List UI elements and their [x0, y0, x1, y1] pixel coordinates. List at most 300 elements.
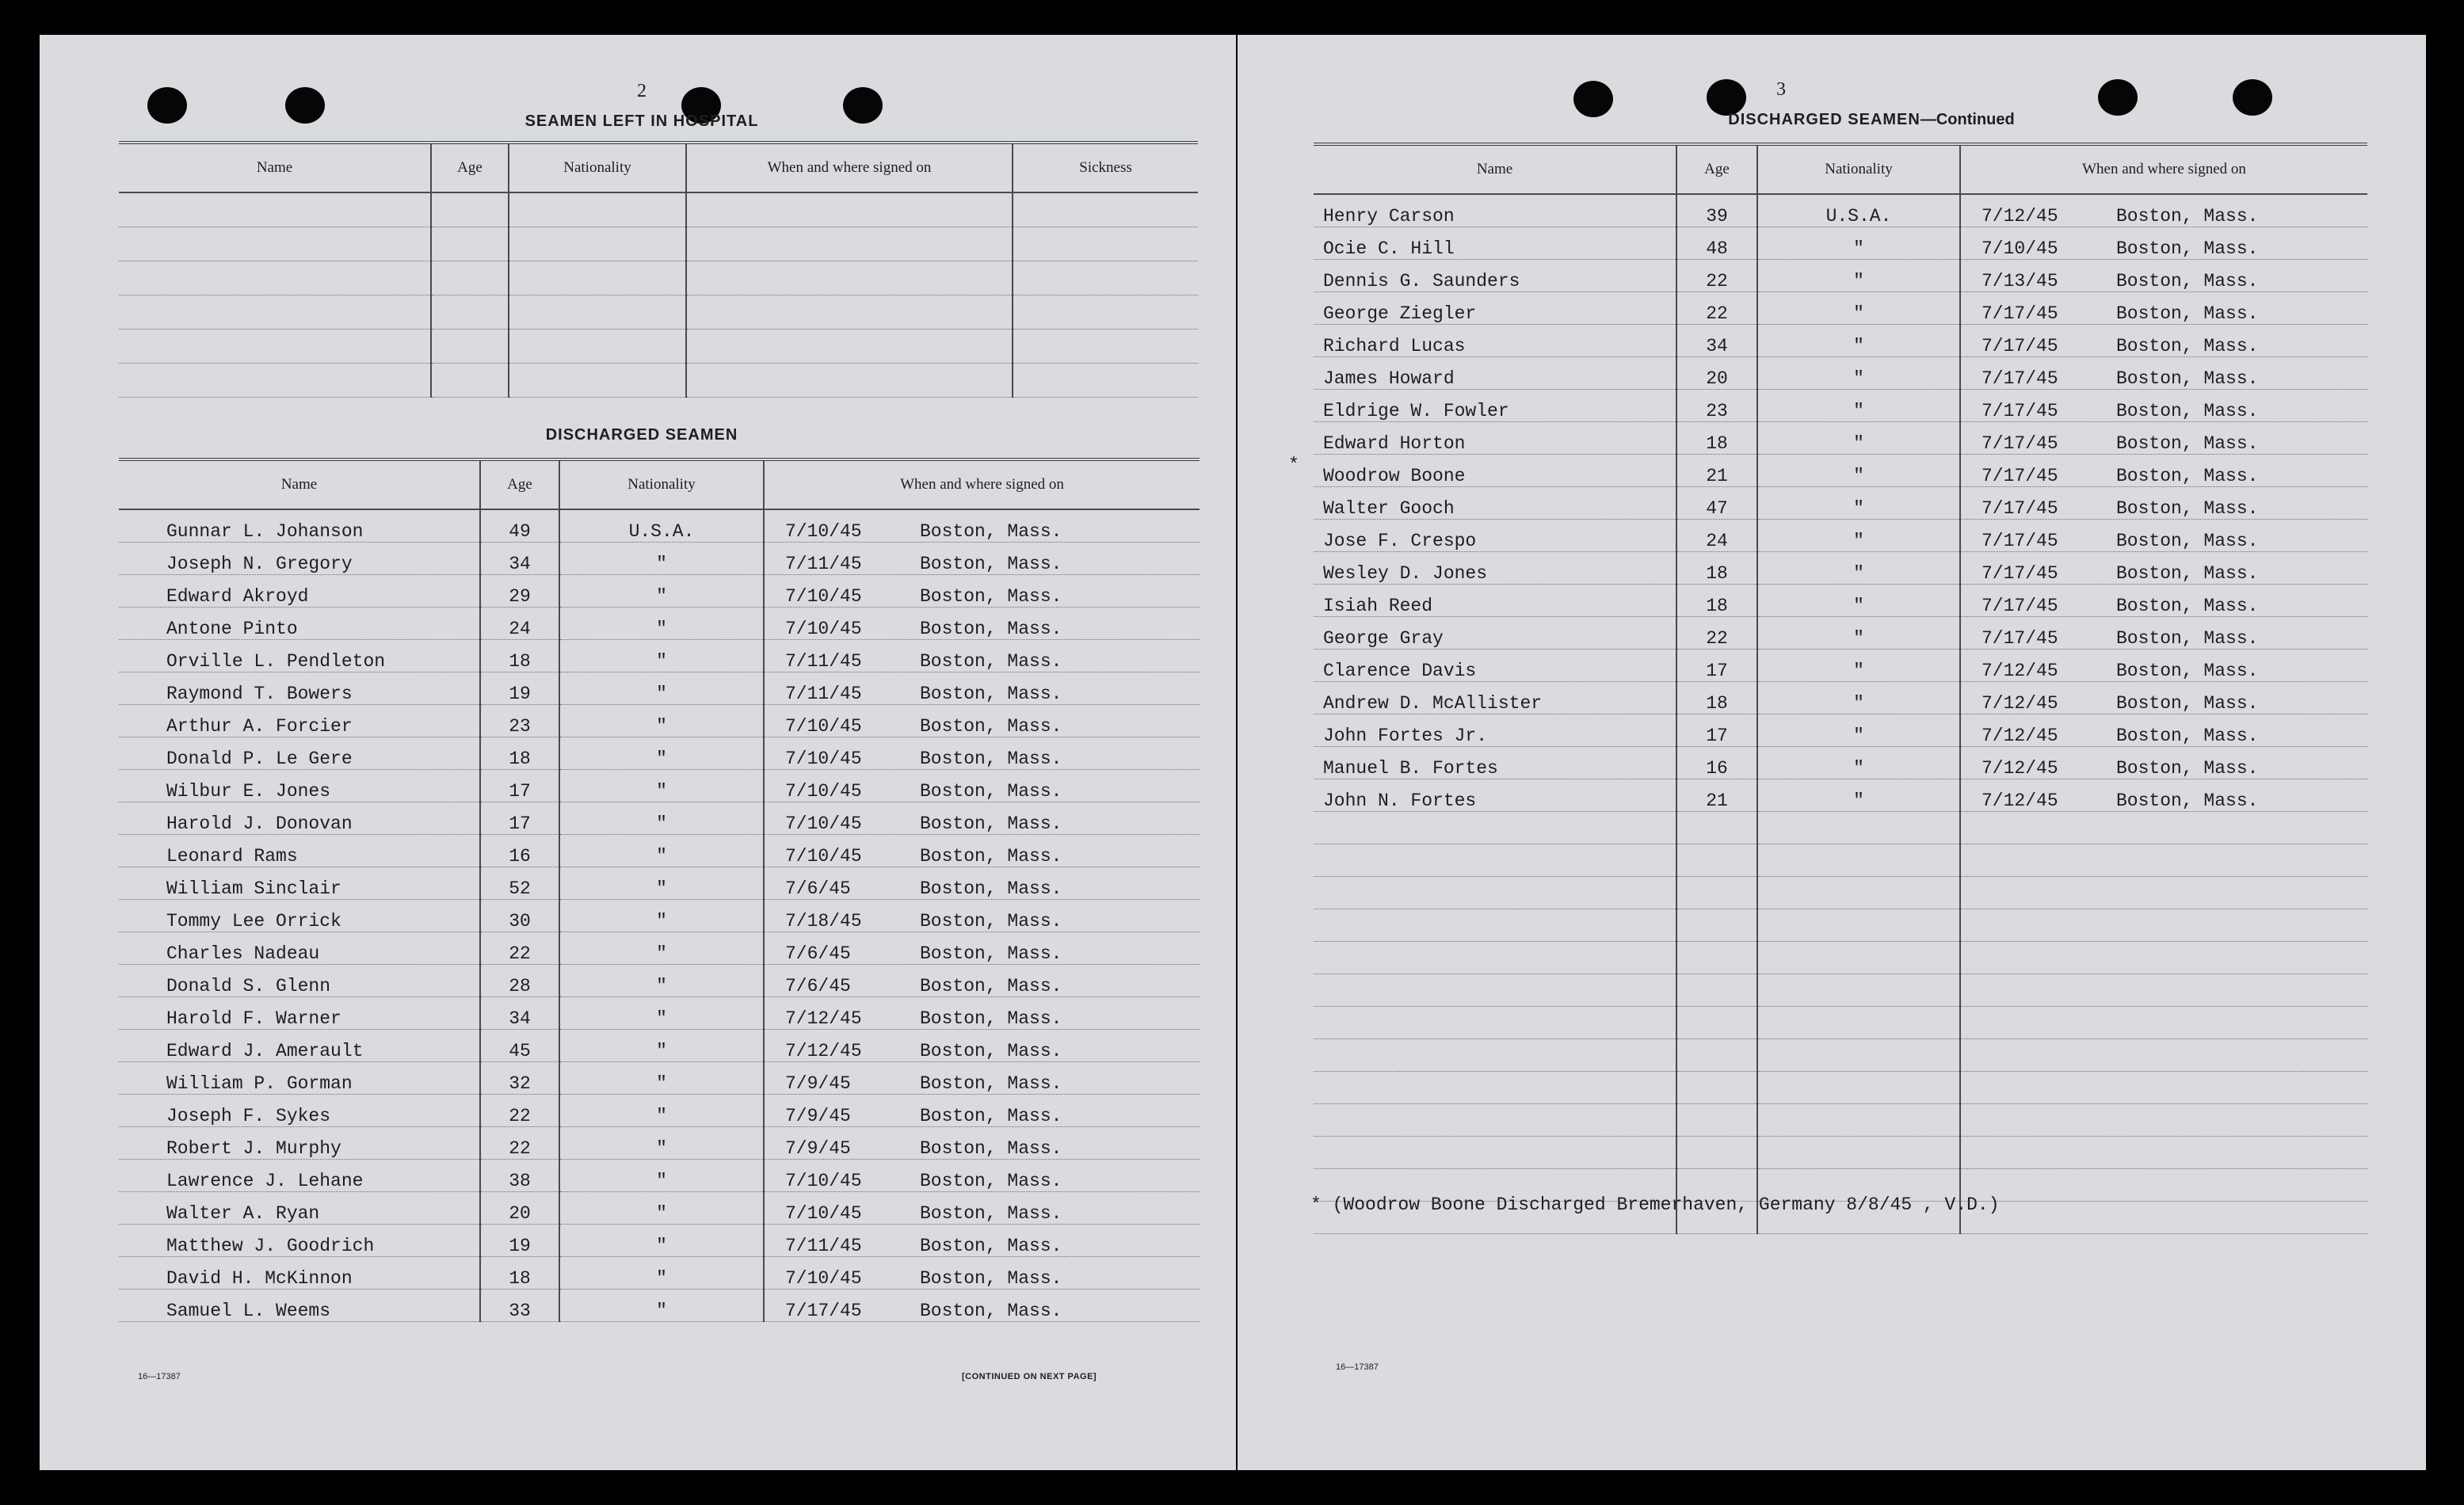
empty-cell — [1757, 974, 1960, 1007]
table-row — [1314, 1072, 2367, 1104]
seaman-name: Walter A. Ryan — [119, 1192, 480, 1225]
table-row — [119, 640, 1200, 672]
seaman-age: 17 — [1676, 714, 1757, 747]
seaman-age: 30 — [480, 900, 559, 932]
seaman-name: Isiah Reed — [1314, 585, 1676, 617]
signed-on-cell — [764, 997, 1200, 1030]
signed-on-date: 7/12/45 — [1981, 726, 2058, 746]
seaman-nationality: " — [559, 1127, 764, 1160]
signed-on-date: 7/17/45 — [785, 1301, 862, 1321]
empty-cell — [1013, 192, 1198, 227]
seaman-age: 19 — [480, 1225, 559, 1257]
table-row — [1314, 357, 2367, 390]
seaman-age: 18 — [480, 1257, 559, 1290]
seaman-nationality: " — [559, 770, 764, 802]
seaman-name: Richard Lucas — [1314, 325, 1676, 357]
seaman-name: Donald S. Glenn — [119, 965, 480, 997]
seaman-name: Raymond T. Bowers — [119, 672, 480, 705]
seaman-name: Harold F. Warner — [119, 997, 480, 1030]
empty-cell — [1676, 942, 1757, 974]
signed-on-cell — [764, 509, 1200, 543]
empty-cell — [1013, 261, 1198, 295]
signed-on-date: 7/11/45 — [785, 684, 862, 704]
signed-on-cell — [764, 1127, 1200, 1160]
footnote: * (Woodrow Boone Discharged Bremerhaven, Germany 8/8/45 , V.D.) — [1310, 1194, 2000, 1215]
seaman-nationality: " — [1757, 422, 1960, 455]
seaman-nationality: " — [1757, 714, 1960, 747]
seaman-nationality: " — [559, 1257, 764, 1290]
seaman-age: 47 — [1676, 487, 1757, 520]
signed-on-cell — [764, 672, 1200, 705]
empty-cell — [1960, 877, 2367, 909]
signed-on-cell — [1960, 325, 2367, 357]
seaman-nationality: U.S.A. — [1757, 194, 1960, 227]
signed-on-date: 7/12/45 — [1981, 693, 2058, 714]
signed-on-cell — [1960, 714, 2367, 747]
table-row — [1314, 942, 2367, 974]
empty-cell — [1757, 942, 1960, 974]
signed-on-cell — [1960, 747, 2367, 779]
signed-on-cell — [764, 965, 1200, 997]
signed-on-date: 7/17/45 — [1981, 531, 2058, 551]
seaman-name: Orville L. Pendleton — [119, 640, 480, 672]
signed-on-date: 7/6/45 — [785, 878, 851, 899]
seaman-age: 17 — [1676, 650, 1757, 682]
right-section-title — [1570, 111, 2172, 129]
table-row — [119, 1030, 1200, 1062]
empty-cell — [1960, 1007, 2367, 1039]
seaman-nationality: U.S.A. — [559, 509, 764, 543]
column-header: When and where signed on — [764, 459, 1200, 509]
seaman-age: 18 — [1676, 552, 1757, 585]
seaman-name: Gunnar L. Johanson — [119, 509, 480, 543]
seaman-nationality: " — [1757, 357, 1960, 390]
empty-cell — [1960, 1072, 2367, 1104]
table-row — [119, 227, 1198, 261]
signed-on-place: Boston, Mass. — [920, 1171, 1062, 1191]
empty-cell — [509, 295, 686, 330]
seaman-name: William P. Gorman — [119, 1062, 480, 1095]
signed-on-place: Boston, Mass. — [920, 619, 1062, 639]
signed-on-date: 7/18/45 — [785, 911, 862, 932]
signed-on-date: 7/10/45 — [785, 586, 862, 607]
signed-on-place: Boston, Mass. — [2116, 238, 2259, 259]
signed-on-date: 7/12/45 — [1981, 661, 2058, 681]
signed-on-place: Boston, Mass. — [2116, 661, 2259, 681]
seaman-name: Charles Nadeau — [119, 932, 480, 965]
table-row — [1314, 552, 2367, 585]
seaman-nationality: " — [559, 1062, 764, 1095]
table-row — [119, 1257, 1200, 1290]
seaman-name: Edward J. Amerault — [119, 1030, 480, 1062]
seaman-name: David H. McKinnon — [119, 1257, 480, 1290]
empty-cell — [431, 295, 509, 330]
seaman-name: Andrew D. McAllister — [1314, 682, 1676, 714]
seaman-age: 17 — [480, 802, 559, 835]
empty-cell — [1314, 1137, 1676, 1169]
punch-hole — [147, 87, 187, 124]
seaman-name: Dennis G. Saunders — [1314, 260, 1676, 292]
seaman-age: 39 — [1676, 194, 1757, 227]
asterisk-mark: * — [1288, 455, 1299, 475]
signed-on-cell — [1960, 487, 2367, 520]
signed-on-place: Boston, Mass. — [920, 1268, 1062, 1289]
column-header: When and where signed on — [1960, 144, 2367, 194]
seaman-age: 45 — [480, 1030, 559, 1062]
seaman-age: 22 — [1676, 260, 1757, 292]
table-row — [119, 737, 1200, 770]
empty-cell — [1676, 1007, 1757, 1039]
signed-on-cell — [1960, 455, 2367, 487]
signed-on-place: Boston, Mass. — [2116, 531, 2259, 551]
empty-cell — [1757, 1104, 1960, 1137]
table-row — [1314, 1039, 2367, 1072]
signed-on-date: 7/12/45 — [785, 1008, 862, 1029]
empty-cell — [686, 295, 1013, 330]
column-header: Age — [480, 459, 559, 509]
seaman-age: 21 — [1676, 779, 1757, 812]
signed-on-cell — [764, 1095, 1200, 1127]
signed-on-date: 7/10/45 — [785, 749, 862, 769]
table-row — [119, 1062, 1200, 1095]
signed-on-place: Boston, Mass. — [920, 1008, 1062, 1029]
signed-on-date: 7/17/45 — [1981, 498, 2058, 519]
seaman-name: Joseph F. Sykes — [119, 1095, 480, 1127]
signed-on-place: Boston, Mass. — [2116, 758, 2259, 779]
table-row — [119, 770, 1200, 802]
table-row — [1314, 227, 2367, 260]
column-header: Name — [119, 143, 431, 192]
signed-on-cell — [764, 705, 1200, 737]
table-row — [1314, 194, 2367, 227]
empty-cell — [1314, 1104, 1676, 1137]
table-row — [119, 1095, 1200, 1127]
seaman-nationality: " — [1757, 487, 1960, 520]
signed-on-date: 7/9/45 — [785, 1106, 851, 1126]
signed-on-date: 7/10/45 — [1981, 238, 2058, 259]
seaman-age: 32 — [480, 1062, 559, 1095]
table-row — [119, 900, 1200, 932]
empty-cell — [1960, 1169, 2367, 1202]
seaman-age: 22 — [1676, 617, 1757, 650]
empty-cell — [509, 330, 686, 364]
page-number: 3 — [1776, 79, 1786, 100]
left-page — [40, 35, 1236, 1470]
seaman-nationality: " — [559, 867, 764, 900]
seaman-age: 23 — [480, 705, 559, 737]
signed-on-cell — [1960, 779, 2367, 812]
table-row — [119, 509, 1200, 543]
table-row — [119, 608, 1200, 640]
signed-on-cell — [1960, 520, 2367, 552]
empty-cell — [1757, 1007, 1960, 1039]
seaman-age: 19 — [480, 672, 559, 705]
signed-on-place: Boston, Mass. — [920, 1203, 1062, 1224]
signed-on-cell — [764, 640, 1200, 672]
seaman-age: 34 — [1676, 325, 1757, 357]
empty-cell — [1676, 877, 1757, 909]
column-header: Name — [1314, 144, 1676, 194]
empty-cell — [509, 192, 686, 227]
signed-on-place: Boston, Mass. — [920, 813, 1062, 834]
signed-on-date: 7/12/45 — [1981, 758, 2058, 779]
signed-on-date: 7/17/45 — [1981, 303, 2058, 324]
seaman-name: Henry Carson — [1314, 194, 1676, 227]
seaman-nationality: " — [559, 1192, 764, 1225]
seaman-age: 34 — [480, 997, 559, 1030]
empty-cell — [686, 227, 1013, 261]
signed-on-date: 7/10/45 — [785, 716, 862, 737]
signed-on-cell — [764, 543, 1200, 575]
table-row — [1314, 325, 2367, 357]
seaman-name: Lawrence J. Lehane — [119, 1160, 480, 1192]
seaman-age: 21 — [1676, 455, 1757, 487]
discharged-table-right — [1314, 143, 2367, 1234]
signed-on-place: Boston, Mass. — [2116, 271, 2259, 291]
seaman-age: 49 — [480, 509, 559, 543]
seaman-age: 18 — [1676, 422, 1757, 455]
seaman-name: Eldrige W. Fowler — [1314, 390, 1676, 422]
seaman-age: 34 — [480, 543, 559, 575]
signed-on-date: 7/10/45 — [785, 781, 862, 802]
signed-on-place: Boston, Mass. — [2116, 433, 2259, 454]
column-header: When and where signed on — [686, 143, 1013, 192]
table-row — [1314, 844, 2367, 877]
empty-cell — [431, 330, 509, 364]
table-row — [1314, 585, 2367, 617]
seaman-age: 24 — [480, 608, 559, 640]
empty-cell — [119, 330, 431, 364]
signed-on-cell — [764, 835, 1200, 867]
seaman-name: George Gray — [1314, 617, 1676, 650]
seaman-name: Samuel L. Weems — [119, 1290, 480, 1322]
form-number: 16—17387 — [1336, 1362, 1379, 1372]
empty-cell — [1314, 877, 1676, 909]
seaman-nationality: " — [559, 997, 764, 1030]
seaman-age: 18 — [480, 737, 559, 770]
table-row — [1314, 877, 2367, 909]
table-row — [119, 802, 1200, 835]
seaman-nationality: " — [559, 575, 764, 608]
table-row — [119, 575, 1200, 608]
table-row — [1314, 909, 2367, 942]
seaman-nationality: " — [559, 1030, 764, 1062]
signed-on-cell — [764, 1030, 1200, 1062]
seaman-nationality: " — [559, 932, 764, 965]
signed-on-place: Boston, Mass. — [920, 976, 1062, 996]
seaman-nationality: " — [559, 672, 764, 705]
signed-on-place: Boston, Mass. — [2116, 628, 2259, 649]
seaman-name: Woodrow Boone — [1314, 455, 1676, 487]
seaman-nationality: " — [559, 1225, 764, 1257]
seaman-age: 33 — [480, 1290, 559, 1322]
table-row — [1314, 617, 2367, 650]
empty-cell — [1757, 909, 1960, 942]
seaman-age: 20 — [1676, 357, 1757, 390]
empty-cell — [1314, 974, 1676, 1007]
right-section-title-suffix: —Continued — [1920, 111, 2015, 128]
seaman-nationality: " — [559, 1160, 764, 1192]
form-number: 16—17387 — [138, 1372, 181, 1381]
table-row — [1314, 1137, 2367, 1169]
signed-on-cell — [1960, 682, 2367, 714]
empty-cell — [1960, 1104, 2367, 1137]
empty-cell — [1676, 844, 1757, 877]
signed-on-cell — [764, 770, 1200, 802]
empty-cell — [1757, 1072, 1960, 1104]
signed-on-date: 7/9/45 — [785, 1073, 851, 1094]
seaman-age: 16 — [1676, 747, 1757, 779]
empty-cell — [1757, 1039, 1960, 1072]
seaman-name: Walter Gooch — [1314, 487, 1676, 520]
signed-on-place: Boston, Mass. — [2116, 303, 2259, 324]
seaman-nationality: " — [559, 737, 764, 770]
discharged-table-left — [119, 458, 1200, 1322]
discharged-section-title: DISCHARGED SEAMEN — [545, 426, 738, 444]
seaman-nationality: " — [559, 900, 764, 932]
seaman-age: 18 — [1676, 682, 1757, 714]
signed-on-date: 7/9/45 — [785, 1138, 851, 1159]
signed-on-place: Boston, Mass. — [2116, 336, 2259, 356]
empty-cell — [1960, 1039, 2367, 1072]
signed-on-cell — [764, 802, 1200, 835]
seaman-name: Joseph N. Gregory — [119, 543, 480, 575]
seaman-name: William Sinclair — [119, 867, 480, 900]
right-page — [1238, 35, 2426, 1470]
seaman-age: 18 — [480, 640, 559, 672]
empty-cell — [509, 227, 686, 261]
table-row — [119, 932, 1200, 965]
table-row — [1314, 390, 2367, 422]
table-row — [1314, 422, 2367, 455]
seaman-age: 20 — [480, 1192, 559, 1225]
seaman-age: 24 — [1676, 520, 1757, 552]
empty-cell — [1314, 1039, 1676, 1072]
empty-cell — [1314, 812, 1676, 844]
signed-on-place: Boston, Mass. — [920, 878, 1062, 899]
signed-on-place: Boston, Mass. — [2116, 726, 2259, 746]
empty-cell — [686, 330, 1013, 364]
seaman-name: Robert J. Murphy — [119, 1127, 480, 1160]
signed-on-date: 7/6/45 — [785, 976, 851, 996]
seaman-nationality: " — [1757, 747, 1960, 779]
continued-note: [CONTINUED ON NEXT PAGE] — [962, 1372, 1097, 1381]
signed-on-cell — [764, 1062, 1200, 1095]
seaman-name: Edward Horton — [1314, 422, 1676, 455]
empty-cell — [1013, 295, 1198, 330]
signed-on-date: 7/17/45 — [1981, 433, 2058, 454]
empty-cell — [1013, 330, 1198, 364]
signed-on-place: Boston, Mass. — [920, 749, 1062, 769]
empty-cell — [119, 192, 431, 227]
signed-on-place: Boston, Mass. — [920, 521, 1062, 542]
signed-on-cell — [1960, 260, 2367, 292]
signed-on-date: 7/17/45 — [1981, 628, 2058, 649]
table-row — [119, 330, 1198, 364]
seaman-name: John N. Fortes — [1314, 779, 1676, 812]
signed-on-cell — [764, 900, 1200, 932]
empty-cell — [431, 192, 509, 227]
empty-cell — [1314, 909, 1676, 942]
seaman-age: 18 — [1676, 585, 1757, 617]
seaman-name: Wesley D. Jones — [1314, 552, 1676, 585]
signed-on-place: Boston, Mass. — [920, 716, 1062, 737]
seaman-nationality: " — [1757, 650, 1960, 682]
empty-cell — [1013, 227, 1198, 261]
seaman-age: 17 — [480, 770, 559, 802]
empty-cell — [1676, 1072, 1757, 1104]
signed-on-date: 7/17/45 — [1981, 466, 2058, 486]
signed-on-date: 7/17/45 — [1981, 401, 2058, 421]
signed-on-cell — [1960, 357, 2367, 390]
empty-cell — [1757, 844, 1960, 877]
table-row — [1314, 682, 2367, 714]
table-row — [1314, 650, 2367, 682]
empty-cell — [1960, 844, 2367, 877]
table-row — [1314, 1104, 2367, 1137]
seaman-name: Wilbur E. Jones — [119, 770, 480, 802]
table-row — [119, 965, 1200, 997]
seaman-name: John Fortes Jr. — [1314, 714, 1676, 747]
signed-on-place: Boston, Mass. — [2116, 206, 2259, 227]
right-section-title-text: DISCHARGED SEAMEN — [1728, 111, 1920, 128]
seaman-age: 22 — [480, 932, 559, 965]
seaman-name: Tommy Lee Orrick — [119, 900, 480, 932]
signed-on-cell — [1960, 194, 2367, 227]
table-row — [119, 867, 1200, 900]
signed-on-place: Boston, Mass. — [920, 684, 1062, 704]
seaman-name: Antone Pinto — [119, 608, 480, 640]
empty-cell — [1314, 1072, 1676, 1104]
signed-on-place: Boston, Mass. — [920, 1106, 1062, 1126]
signed-on-date: 7/10/45 — [785, 846, 862, 867]
signed-on-date: 7/13/45 — [1981, 271, 2058, 291]
signed-on-place: Boston, Mass. — [920, 943, 1062, 964]
empty-cell — [1676, 909, 1757, 942]
table-row — [119, 835, 1200, 867]
seaman-age: 22 — [480, 1127, 559, 1160]
empty-cell — [431, 261, 509, 295]
seaman-nationality: " — [1757, 325, 1960, 357]
empty-cell — [686, 261, 1013, 295]
seaman-name: Leonard Rams — [119, 835, 480, 867]
signed-on-cell — [1960, 650, 2367, 682]
seaman-nationality: " — [1757, 260, 1960, 292]
seaman-age: 22 — [480, 1095, 559, 1127]
signed-on-cell — [764, 1290, 1200, 1322]
table-row — [119, 543, 1200, 575]
table-row — [119, 261, 1198, 295]
table-row — [119, 997, 1200, 1030]
seaman-age: 28 — [480, 965, 559, 997]
signed-on-cell — [764, 1192, 1200, 1225]
seaman-nationality: " — [1757, 455, 1960, 487]
empty-cell — [1960, 1202, 2367, 1234]
empty-cell — [686, 364, 1013, 398]
signed-on-place: Boston, Mass. — [920, 846, 1062, 867]
signed-on-place: Boston, Mass. — [920, 1236, 1062, 1256]
signed-on-place: Boston, Mass. — [2116, 596, 2259, 616]
empty-cell — [1676, 1137, 1757, 1169]
signed-on-place: Boston, Mass. — [920, 586, 1062, 607]
signed-on-date: 7/10/45 — [785, 813, 862, 834]
table-row — [1314, 747, 2367, 779]
signed-on-date: 7/6/45 — [785, 943, 851, 964]
signed-on-place: Boston, Mass. — [920, 1138, 1062, 1159]
seaman-nationality: " — [559, 1290, 764, 1322]
seaman-nationality: " — [559, 608, 764, 640]
table-row — [1314, 974, 2367, 1007]
